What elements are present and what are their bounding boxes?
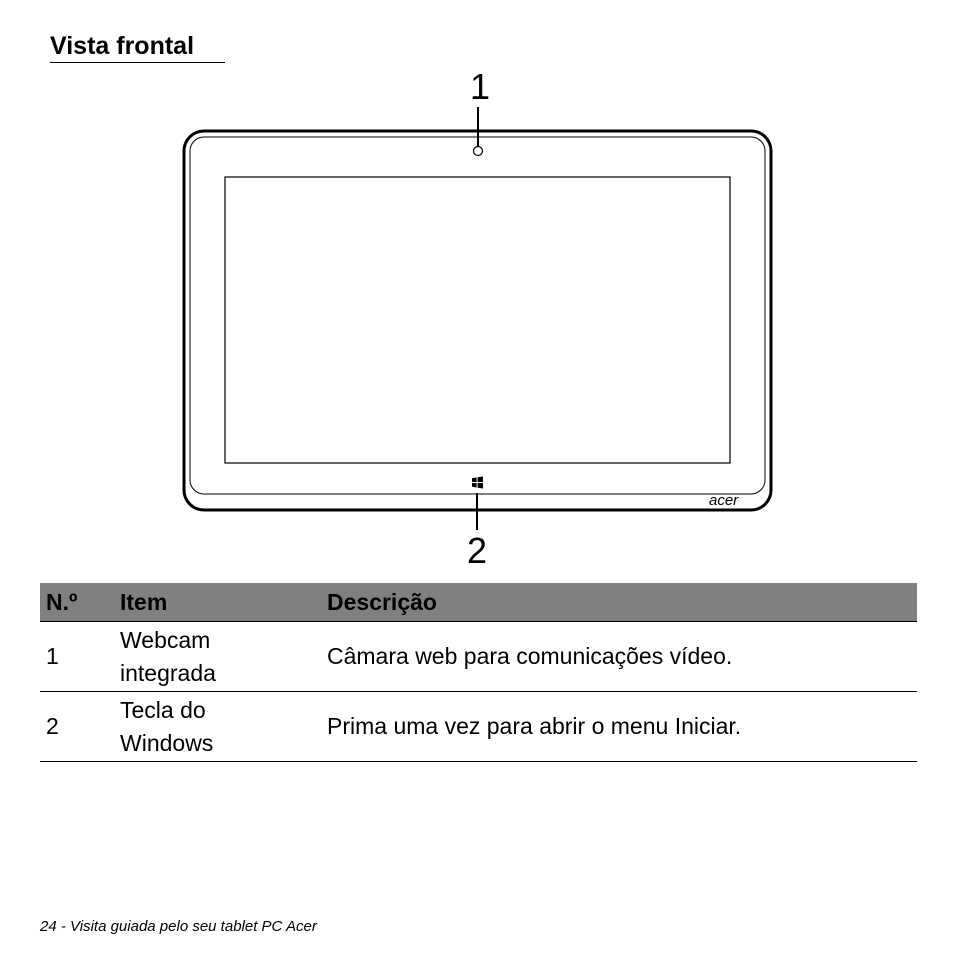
row-item-line: integrada xyxy=(120,659,216,686)
webcam-icon xyxy=(474,147,483,156)
row-description: Câmara web para comunicações vídeo. xyxy=(321,622,917,692)
row-item-line: Tecla do xyxy=(120,696,206,723)
table-header-row xyxy=(40,583,917,622)
tablet-screen xyxy=(225,177,730,463)
callout-number-2: 2 xyxy=(466,530,488,571)
table-row xyxy=(40,692,917,762)
spec-table xyxy=(40,583,917,762)
row-number: 2 xyxy=(40,692,114,762)
row-item-line: Webcam xyxy=(120,626,211,653)
header-number: N.º xyxy=(40,583,114,622)
header-item: Item xyxy=(114,583,321,622)
page-footer: 24 - Visita guiada pelo seu tablet PC Acer xyxy=(40,918,317,935)
row-item xyxy=(114,622,321,692)
table-row xyxy=(40,622,917,692)
section-title: Vista frontal xyxy=(50,31,225,63)
header-description: Descrição xyxy=(321,583,917,622)
acer-logo: acer xyxy=(709,492,739,509)
callout-number-1: 1 xyxy=(469,66,491,107)
row-description: Prima uma vez para abrir o menu Iniciar. xyxy=(321,692,917,762)
row-item xyxy=(114,692,321,762)
row-number: 1 xyxy=(40,622,114,692)
row-item-line: Windows xyxy=(120,729,214,756)
